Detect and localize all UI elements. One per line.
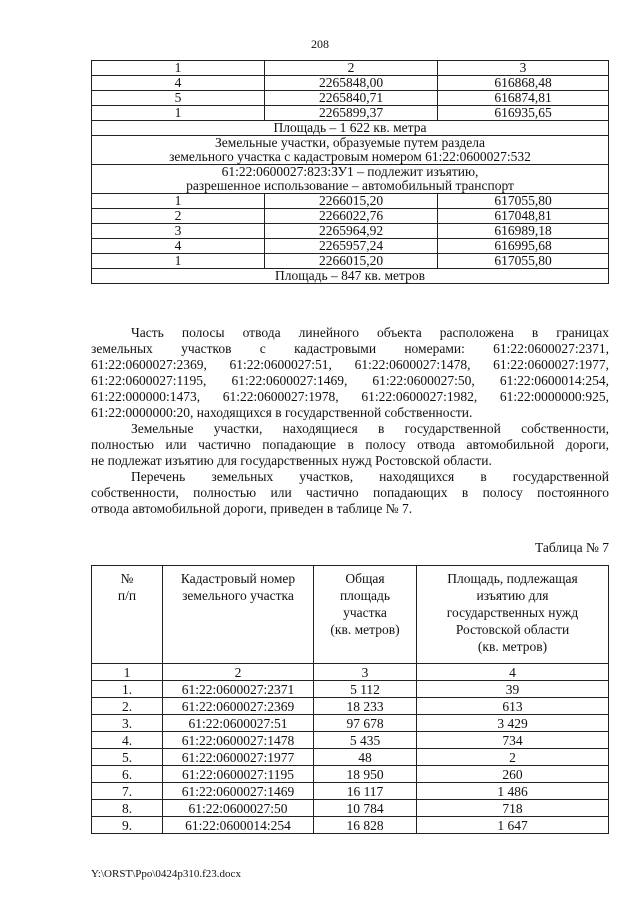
table-row [92,783,609,800]
table-cell: 5 435 [314,732,417,749]
table-row [92,698,609,715]
sub-title-cell [92,165,609,194]
paragraph-line: 61:22:000000:1473, 61:22:0600027:1978, 61:22:0600027:1982, 61:22:0000000:925, [91,389,609,404]
table-cell: 4. [92,732,163,749]
table-cell: 5 [92,91,265,106]
header-line: (кв. метров) [477,639,548,654]
area-row [92,269,609,284]
table-row [92,209,609,224]
table-row [92,224,609,239]
table-cell: 97 678 [314,715,417,732]
header-cell-cadastral [163,566,314,664]
table-cell: 1 486 [417,783,609,800]
paragraph-line: 61:22:0600027:2369, 61:22:0600027:51, 61:22:0600027:1478, 61:22:0600027:1977, [91,357,609,372]
parcel-table [91,565,609,834]
paragraph-state-property [91,421,609,469]
section-title-line: земельного участка с кадастровым номером 61:22:0600027:532 [169,149,531,164]
paragraph-line: полностью или частично попадающие в полосу отвода автомобильной дороги, [91,437,609,452]
table-cell: 48 [314,749,417,766]
paragraph-line: Перечень земельных участков, находящихся в государственной [131,469,609,484]
section-title-line: Земельные участки, образуемые путем раздела [215,135,485,150]
table-header-row [92,566,609,664]
table-cell: 61:22:0600027:1469 [163,783,314,800]
table-cell: 3 [438,61,609,76]
paragraph-line: Часть полосы отвода линейного объекта расположена в границах [131,325,609,340]
table-cell: 2266022,76 [265,209,438,224]
table-cell: 8. [92,800,163,817]
paragraph-line: не подлежат изъятию для государственных нужд Ростовской области. [91,453,492,468]
table-cell: 617048,81 [438,209,609,224]
table-row [92,91,609,106]
paragraph-line: 61:22:0000000:20, находящихся в государственной собственности. [91,405,473,420]
table-row [92,194,609,209]
table-cell: 2265840,71 [265,91,438,106]
sub-title-row [92,165,609,194]
paragraph-line: собственности, полностью или частично попадающих в полосу постоянного [91,485,609,500]
table-cell: 61:22:0600027:50 [163,800,314,817]
header-line: (кв. метров) [330,622,400,637]
paragraph-line: 61:22:0600027:1195, 61:22:0600027:1469, 61:22:0600027:50, 61:22:0600014:254, [91,373,609,388]
table-cell: 2265899,37 [265,106,438,121]
table-cell: 616935,65 [438,106,609,121]
header-cell-seized-area [417,566,609,664]
table-cell: 5 112 [314,681,417,698]
table-cell: 61:22:0600014:254 [163,817,314,834]
header-line: Ростовской области [455,622,570,637]
table-cell: 16 828 [314,817,417,834]
table-cell: 1. [92,681,163,698]
header-line: изъятию для [476,588,549,603]
table-cell: 718 [417,800,609,817]
header-cell-number [92,566,163,664]
table-cell: 9. [92,817,163,834]
header-line: государственных нужд [446,605,579,620]
table-row [92,766,609,783]
table-row [92,732,609,749]
paragraph-line: отвода автомобильной дороги, приведен в таблице № 7. [91,501,413,516]
table-cell: 2265848,00 [265,76,438,91]
table-cell: 6. [92,766,163,783]
table-cell: 1 [92,61,265,76]
table-cell: 617055,80 [438,254,609,269]
table-caption: Таблица № 7 [535,540,609,555]
table-cell: 616874,81 [438,91,609,106]
table-cell: 18 950 [314,766,417,783]
table-row [92,817,609,834]
section-title-row [92,136,609,165]
table-row [92,715,609,732]
area-cell: Площадь – 847 кв. метров [92,269,609,284]
table-cell: 3 [92,224,265,239]
table-cell: 5. [92,749,163,766]
table-cell: 616995,68 [438,239,609,254]
table-cell: 3 [314,664,417,681]
table-cell: 61:22:0600027:2371 [163,681,314,698]
table-row [92,749,609,766]
table-header-row [92,61,609,76]
table-cell: 1 [92,664,163,681]
table-row [92,254,609,269]
area-row [92,121,609,136]
area-cell: Площадь – 1 622 кв. метра [92,121,609,136]
paragraph-line: Земельные участки, находящиеся в государственной собственности, [131,421,609,436]
table-cell: 616989,18 [438,224,609,239]
paragraph-right-of-way [91,325,609,421]
table-cell: 10 784 [314,800,417,817]
table-cell: 61:22:0600027:1195 [163,766,314,783]
sub-title-line: 61:22:0600027:823:ЗУ1 – подлежит изъятию, [221,164,479,179]
section-title-cell [92,136,609,165]
table-cell: 16 117 [314,783,417,800]
table-cell: 734 [417,732,609,749]
table-cell: 4 [92,239,265,254]
table-cell: 39 [417,681,609,698]
header-line: участка [343,605,387,620]
table-row [92,106,609,121]
table-cell: 2. [92,698,163,715]
header-line: земельного участка [182,588,294,603]
column-numbering-row [92,664,609,681]
table-cell: 2265957,24 [265,239,438,254]
table-cell: 2 [417,749,609,766]
table-cell: 2 [163,664,314,681]
header-line: Кадастровый номер [180,571,296,586]
table-cell: 1 647 [417,817,609,834]
table-cell: 616868,48 [438,76,609,91]
table-row [92,239,609,254]
table-row [92,76,609,91]
table-cell: 3. [92,715,163,732]
table-cell: 1 [92,106,265,121]
table-cell: 260 [417,766,609,783]
header-line: Площадь, подлежащая [447,571,578,586]
header-line: п/п [117,588,137,603]
page-number: 208 [311,37,329,51]
table-cell: 7. [92,783,163,800]
header-cell-total-area [314,566,417,664]
table-cell: 1 [92,194,265,209]
header-line: площадь [339,588,391,603]
table-cell: 4 [417,664,609,681]
table-cell: 2266015,20 [265,254,438,269]
table-cell: 18 233 [314,698,417,715]
paragraph-line: земельных участков с кадастровыми номерами: 61:22:0600027:2371, [91,341,609,356]
table-cell: 613 [417,698,609,715]
header-line: № [120,571,134,586]
sub-title-line: разрешенное использование – автомобильный транспорт [186,178,514,193]
header-line: Общая [345,571,385,586]
table-cell: 61:22:0600027:2369 [163,698,314,715]
table-cell: 61:22:0600027:1977 [163,749,314,766]
footer-file-path: Y:\ORST\Ppo\0424p310.f23.docx [91,868,241,880]
table-cell: 2 [265,61,438,76]
table-cell: 2 [92,209,265,224]
table-row [92,800,609,817]
table-cell: 4 [92,76,265,91]
table-cell: 617055,80 [438,194,609,209]
paragraph-list-reference [91,469,609,517]
table-row [92,681,609,698]
coordinate-table [91,60,609,284]
table-cell: 2265964,92 [265,224,438,239]
table-cell: 1 [92,254,265,269]
table-cell: 61:22:0600027:1478 [163,732,314,749]
table-cell: 61:22:0600027:51 [163,715,314,732]
table-cell: 3 429 [417,715,609,732]
table-cell: 2266015,20 [265,194,438,209]
